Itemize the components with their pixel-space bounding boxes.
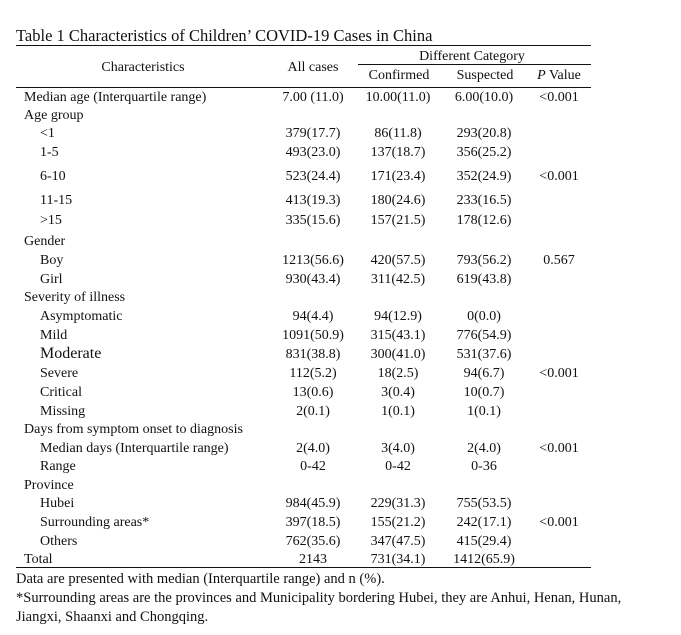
cell-suspected: 293(20.8) (456, 126, 512, 141)
cell-all: 0-42 (300, 459, 326, 474)
cell-all: 1213(56.6) (282, 253, 344, 268)
header-confirmed: Confirmed (368, 68, 430, 83)
cell-confirmed: 94(12.9) (374, 309, 422, 324)
cell-suspected: 776(54.9) (456, 328, 512, 343)
row-label: Median age (Interquartile range) (24, 90, 207, 105)
cell-p: <0.001 (539, 515, 579, 530)
cell-confirmed: 420(57.5) (370, 253, 426, 268)
cell-all: 930(43.4) (285, 272, 341, 287)
row-label: 6-10 (40, 169, 66, 184)
cell-suspected: 1412(65.9) (453, 552, 515, 567)
cell-p: <0.001 (539, 366, 579, 381)
cell-confirmed: 731(34.1) (370, 552, 426, 567)
header-all-cases: All cases (287, 60, 339, 75)
cell-p: <0.001 (539, 169, 579, 184)
row-label: Age group (24, 108, 84, 123)
cell-confirmed: 1(0.1) (381, 404, 415, 419)
cell-suspected: 94(6.7) (463, 366, 505, 381)
cell-all: 335(15.6) (285, 213, 341, 228)
cell-confirmed: 86(11.8) (374, 126, 422, 141)
cell-suspected: 6.00(10.0) (454, 90, 514, 105)
cell-confirmed: 315(43.1) (370, 328, 426, 343)
row-label: Severe (40, 366, 79, 381)
cell-p: <0.001 (539, 441, 579, 456)
footnote-3: Jiangxi, Shaanxi and Chongqing. (16, 609, 209, 625)
cell-confirmed: 0-42 (385, 459, 411, 474)
cell-p: <0.001 (539, 90, 579, 105)
header-suspected: Suspected (456, 68, 514, 83)
row-label: Critical (40, 385, 82, 400)
table-title: Table 1 Characteristics of Children’ COVID-19 Cases in China (16, 26, 433, 45)
cell-suspected: 2(4.0) (467, 441, 501, 456)
cell-all: 2143 (299, 552, 327, 567)
row-label: 1-5 (40, 145, 59, 160)
cell-confirmed: 3(4.0) (381, 441, 415, 456)
cell-confirmed: 10.00(11.0) (365, 90, 431, 105)
cell-all: 112(5.2) (289, 366, 337, 381)
footnote-1: Data are presented with median (Interquartile range) and n (%). (16, 571, 385, 587)
row-label: Hubei (40, 496, 75, 511)
top-rule (16, 45, 591, 46)
cell-confirmed: 18(2.5) (377, 366, 419, 381)
p-value-text: Value (545, 68, 581, 83)
cell-suspected: 178(12.6) (456, 213, 512, 228)
cell-confirmed: 311(42.5) (370, 272, 426, 287)
row-label: Median days (Interquartile range) (40, 441, 229, 456)
row-label: <1 (40, 126, 55, 141)
row-label: >15 (40, 213, 62, 228)
cell-p: 0.567 (543, 253, 575, 268)
cell-confirmed: 137(18.7) (370, 145, 426, 160)
cell-all: 413(19.3) (285, 193, 341, 208)
cell-all: 984(45.9) (285, 496, 341, 511)
row-label: Mild (40, 328, 68, 343)
cell-all: 523(24.4) (285, 169, 341, 184)
cell-confirmed: 171(23.4) (370, 169, 426, 184)
cell-suspected: 415(29.4) (456, 534, 512, 549)
cell-all: 831(38.8) (285, 347, 341, 362)
cell-suspected: 352(24.9) (456, 169, 512, 184)
cell-confirmed: 3(0.4) (381, 385, 415, 400)
p-italic: P (537, 68, 546, 83)
header-rule (16, 87, 591, 88)
cell-all: 2(4.0) (296, 441, 330, 456)
cell-all: 13(0.6) (292, 385, 334, 400)
row-label: Province (24, 478, 74, 493)
header-p-value (537, 68, 581, 84)
cell-suspected: 233(16.5) (456, 193, 512, 208)
row-label: 11-15 (40, 193, 73, 208)
cell-all: 379(17.7) (285, 126, 341, 141)
row-label: Girl (40, 272, 63, 287)
cell-all: 493(23.0) (285, 145, 341, 160)
cell-confirmed: 157(21.5) (370, 213, 426, 228)
row-label: Boy (40, 253, 64, 268)
cell-all: 762(35.6) (285, 534, 341, 549)
row-label: Severity of illness (24, 290, 126, 305)
row-label: Gender (24, 234, 66, 249)
footnote-2: *Surrounding areas are the provinces and Municipality bordering Hubei, they are Anhui, Henan, Hunan, (16, 590, 622, 606)
row-label: Asymptomatic (40, 309, 123, 324)
row-label: Others (40, 534, 78, 549)
cell-suspected: 1(0.1) (467, 404, 501, 419)
cell-all: 397(18.5) (285, 515, 341, 530)
row-label: Range (40, 459, 76, 474)
row-label: Total (24, 552, 53, 567)
cell-confirmed: 300(41.0) (370, 347, 426, 362)
cell-all: 2(0.1) (296, 404, 330, 419)
category-rule (358, 64, 591, 65)
cell-confirmed: 180(24.6) (370, 193, 426, 208)
cell-suspected: 619(43.8) (456, 272, 512, 287)
cell-suspected: 793(56.2) (456, 253, 512, 268)
cell-suspected: 356(25.2) (456, 145, 512, 160)
row-label: Missing (40, 404, 86, 419)
cell-suspected: 531(37.6) (456, 347, 512, 362)
row-label: Surrounding areas* (40, 515, 150, 530)
cell-suspected: 242(17.1) (456, 515, 512, 530)
cell-confirmed: 155(21.2) (370, 515, 426, 530)
cell-suspected: 0(0.0) (467, 309, 501, 324)
cell-confirmed: 347(47.5) (370, 534, 426, 549)
cell-suspected: 10(0.7) (463, 385, 505, 400)
cell-suspected: 0-36 (471, 459, 497, 474)
cell-confirmed: 229(31.3) (370, 496, 426, 511)
cell-all: 1091(50.9) (282, 328, 344, 343)
row-label: Days from symptom onset to diagnosis (24, 422, 243, 437)
cell-suspected: 755(53.5) (456, 496, 512, 511)
header-characteristics: Characteristics (101, 60, 185, 75)
row-label: Moderate (40, 345, 102, 362)
cell-all: 94(4.4) (292, 309, 334, 324)
cell-all: 7.00 (11.0) (282, 90, 344, 105)
header-different-category: Different Category (419, 49, 525, 64)
bottom-rule (16, 567, 591, 568)
